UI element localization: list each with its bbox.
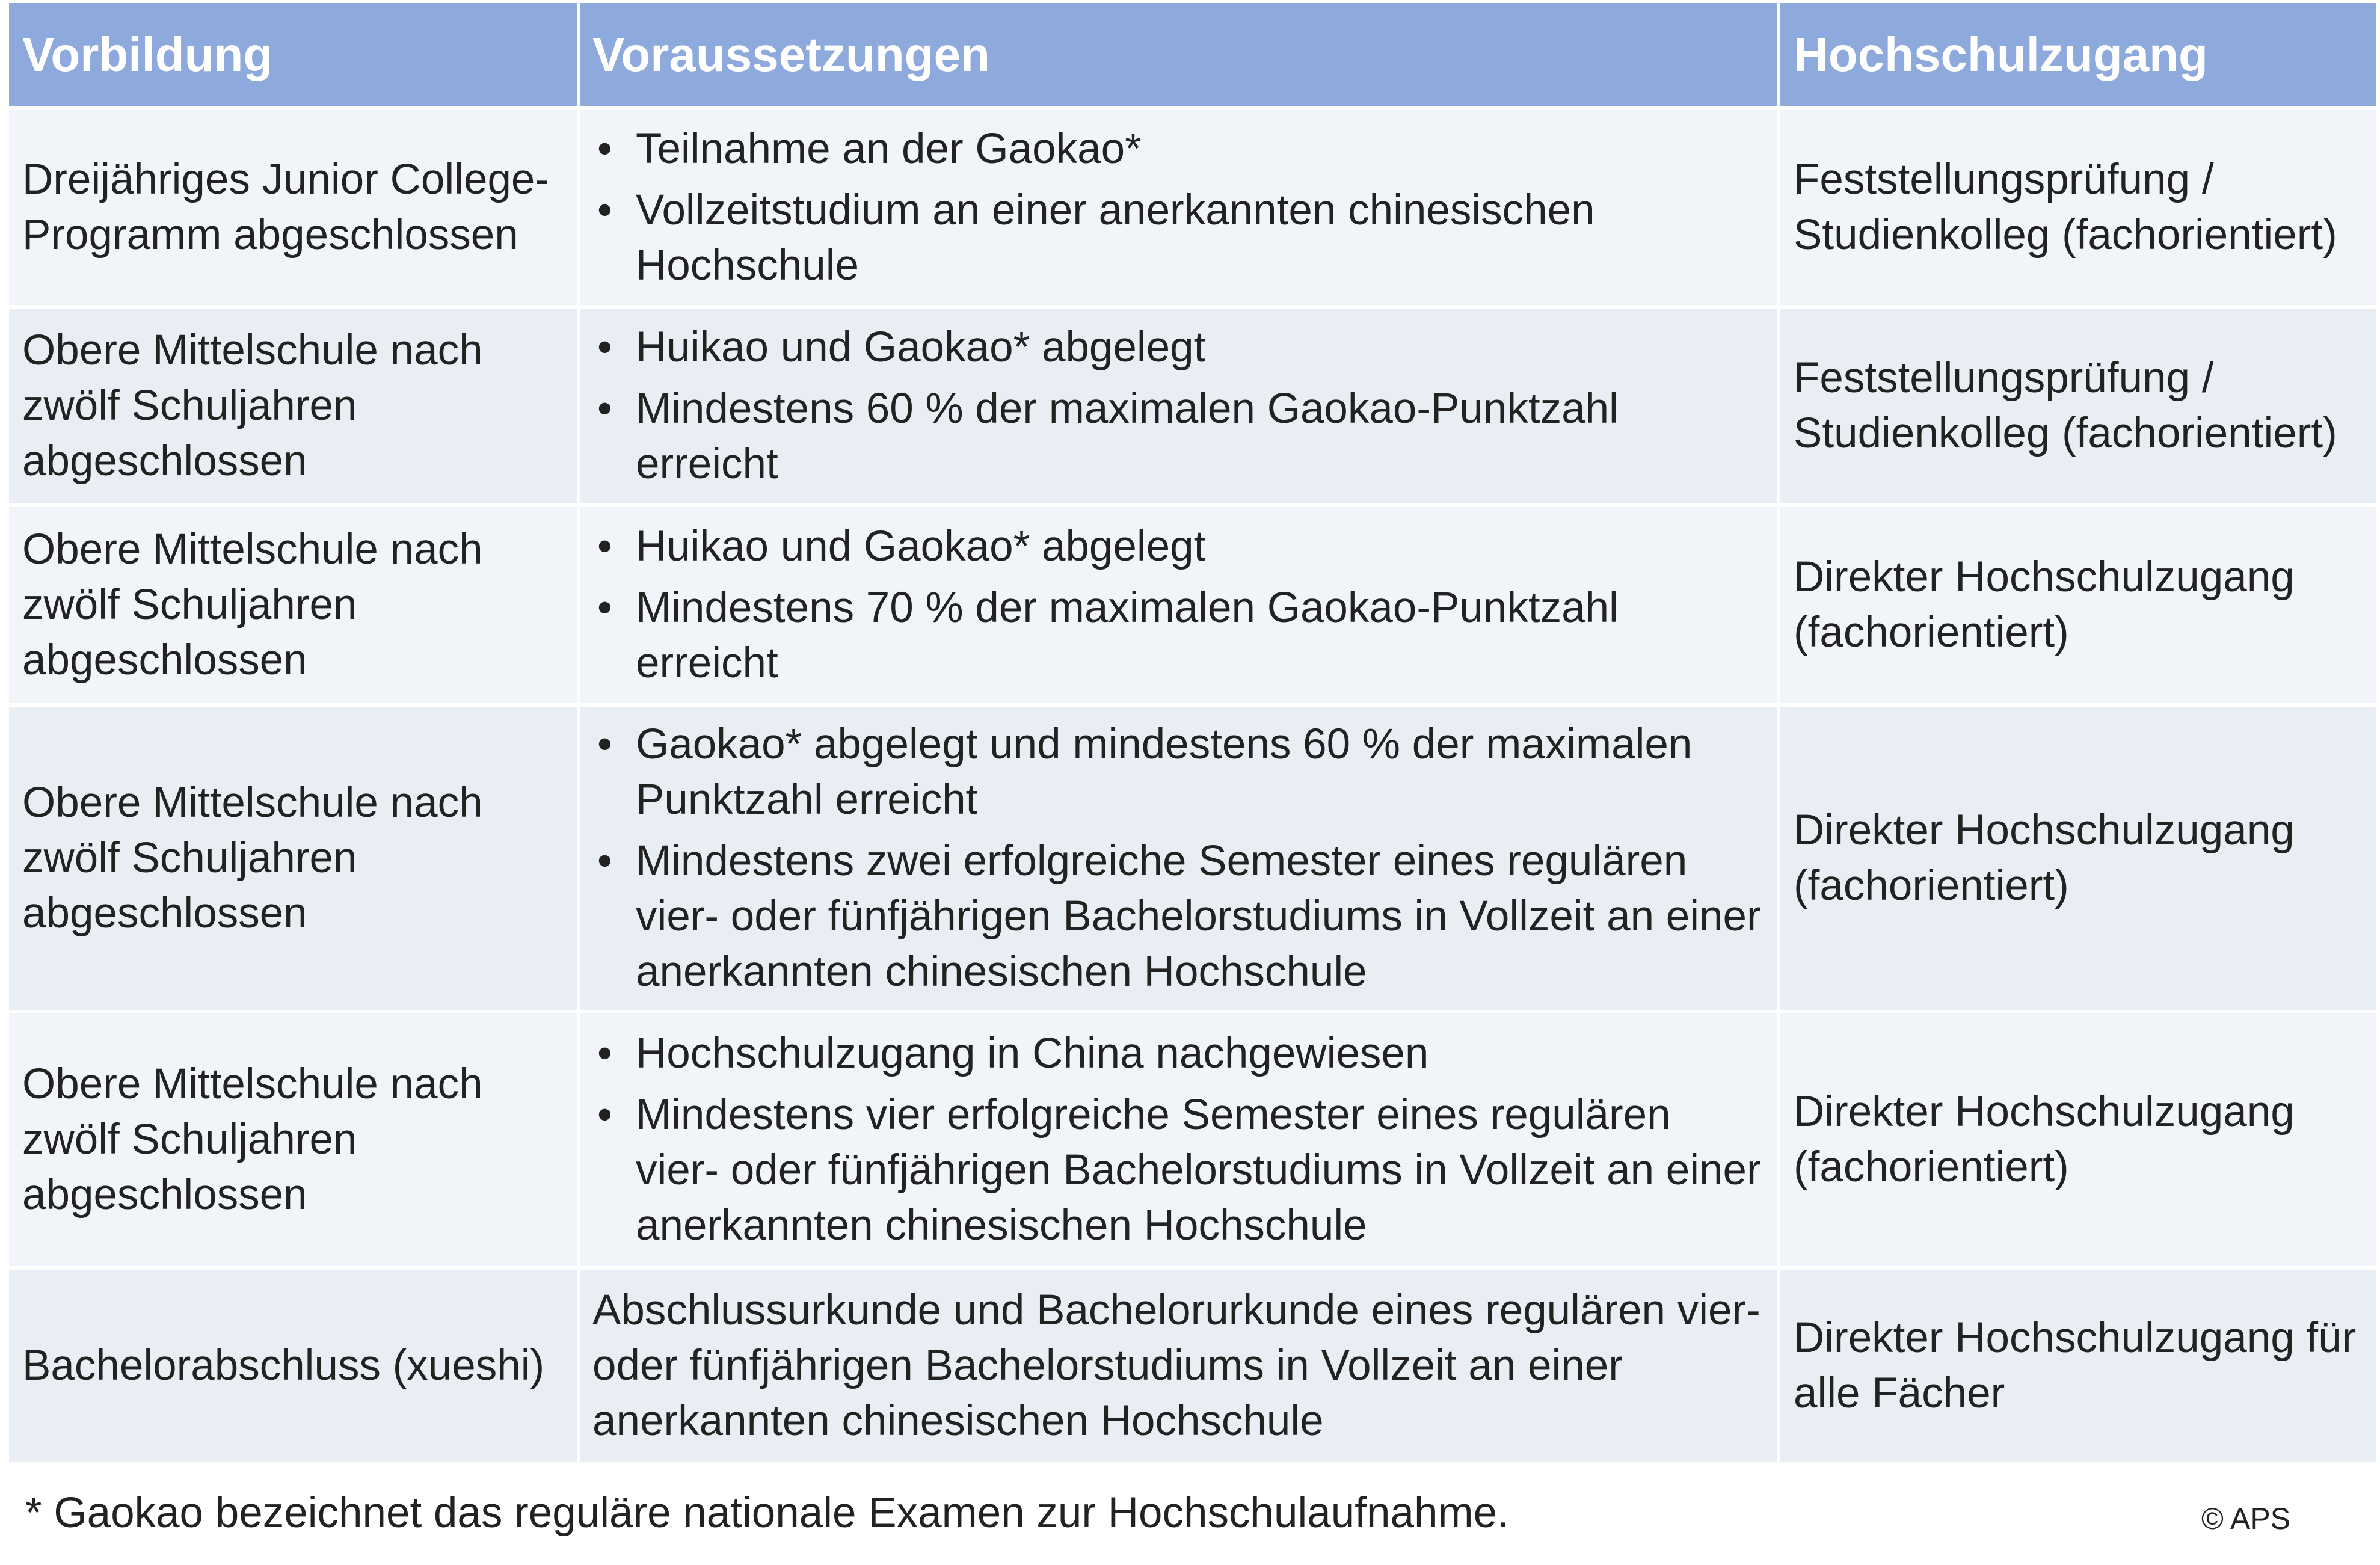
- requirement-item: • Mindestens zwei erfolgreiche Semester eines regulären vier- oder fünfjährigen Bachelorstudiums in Vollzeit an einer anerkannten chinesischen Hochschule: [592, 834, 1765, 1000]
- requirements-list: [592, 320, 1765, 492]
- requirements-list: [592, 519, 1765, 691]
- header-vorbildung: Vorbildung: [9, 3, 580, 110]
- row-3-vorbildung: [9, 507, 580, 707]
- admission-table: [9, 3, 2376, 1466]
- requirement-item: • Mindestens 70 % der maximalen Gaokao-Punktzahl erreicht: [592, 580, 1765, 691]
- cell-text: Abschlussurkunde und Bachelorurkunde eines regulären vier- oder fünfjährigen Bachelorstudiums in Vollzeit an einer anerkannten chinesischen Hochschule: [592, 1287, 1760, 1445]
- row-5-vorbildung: [9, 1013, 580, 1270]
- requirements-list: [592, 1026, 1765, 1253]
- requirement-item: • Mindestens 60 % der maximalen Gaokao-Punktzahl erreicht: [592, 381, 1765, 492]
- requirement-item: • Mindestens vier erfolgreiche Semester eines regulären vier- oder fünfjährigen Bachelorstudiums in Vollzeit an einer anerkannten chinesischen Hochschule: [592, 1087, 1765, 1253]
- row-5-voraussetzungen: [580, 1013, 1780, 1270]
- cell-text: Direkter Hochschulzugang (fachorientiert): [1794, 807, 2295, 909]
- row-2-hochschulzugang: [1780, 309, 2376, 507]
- cell-text: Dreijähriges Junior College-Programm abgeschlossen: [22, 156, 550, 259]
- cell-text: Direkter Hochschulzugang (fachorientiert): [1794, 1088, 2295, 1191]
- requirements-list: [592, 121, 1765, 294]
- cell-text: Direkter Hochschulzugang für alle Fächer: [1794, 1314, 2357, 1417]
- cell-text: Bachelorabschluss (xueshi): [22, 1342, 545, 1389]
- row-6-hochschulzugang: [1780, 1270, 2376, 1466]
- cell-text: Obere Mittelschule nach zwölf Schuljahren abgeschlossen: [22, 1060, 483, 1219]
- requirement-item: • Huikao und Gaokao* abgelegt: [592, 320, 1765, 375]
- row-1-voraussetzungen: [580, 110, 1780, 309]
- row-4-vorbildung: [9, 707, 580, 1013]
- row-6-voraussetzungen: [580, 1270, 1780, 1466]
- requirement-item: • Gaokao* abgelegt und mindestens 60 % der maximalen Punktzahl erreicht: [592, 717, 1765, 828]
- header-hochschulzugang: Hochschulzugang: [1780, 3, 2376, 110]
- cell-text: Direkter Hochschulzugang (fachorientiert): [1794, 553, 2295, 656]
- copyright-notice: © APS: [2201, 1502, 2291, 1536]
- requirement-item: • Vollzeitstudium an einer anerkannten chinesischen Hochschule: [592, 183, 1765, 294]
- cell-text: Obere Mittelschule nach zwölf Schuljahren abgeschlossen: [22, 779, 483, 937]
- cell-text: Feststellungsprüfung / Studienkolleg (fachorientiert): [1794, 354, 2337, 457]
- footnote: * Gaokao bezeichnet das reguläre nationale Examen zur Hochschulaufnahme.: [25, 1489, 1509, 1537]
- row-3-hochschulzugang: [1780, 507, 2376, 707]
- row-5-hochschulzugang: [1780, 1013, 2376, 1270]
- cell-text: Obere Mittelschule nach zwölf Schuljahren abgeschlossen: [22, 526, 483, 684]
- row-4-hochschulzugang: [1780, 707, 2376, 1013]
- requirements-list: [592, 717, 1765, 1000]
- cell-text: Feststellungsprüfung / Studienkolleg (fachorientiert): [1794, 156, 2337, 259]
- row-1-hochschulzugang: [1780, 110, 2376, 309]
- requirement-item: • Hochschulzugang in China nachgewiesen: [592, 1026, 1765, 1081]
- header-voraussetzungen: Voraussetzungen: [580, 3, 1780, 110]
- requirement-item: • Teilnahme an der Gaokao*: [592, 121, 1765, 177]
- row-3-voraussetzungen: [580, 507, 1780, 707]
- row-6-vorbildung: [9, 1270, 580, 1466]
- row-1-vorbildung: [9, 110, 580, 309]
- row-2-vorbildung: [9, 309, 580, 507]
- row-4-voraussetzungen: [580, 707, 1780, 1013]
- cell-text: Obere Mittelschule nach zwölf Schuljahren abgeschlossen: [22, 327, 483, 485]
- requirement-item: • Huikao und Gaokao* abgelegt: [592, 519, 1765, 574]
- row-2-voraussetzungen: [580, 309, 1780, 507]
